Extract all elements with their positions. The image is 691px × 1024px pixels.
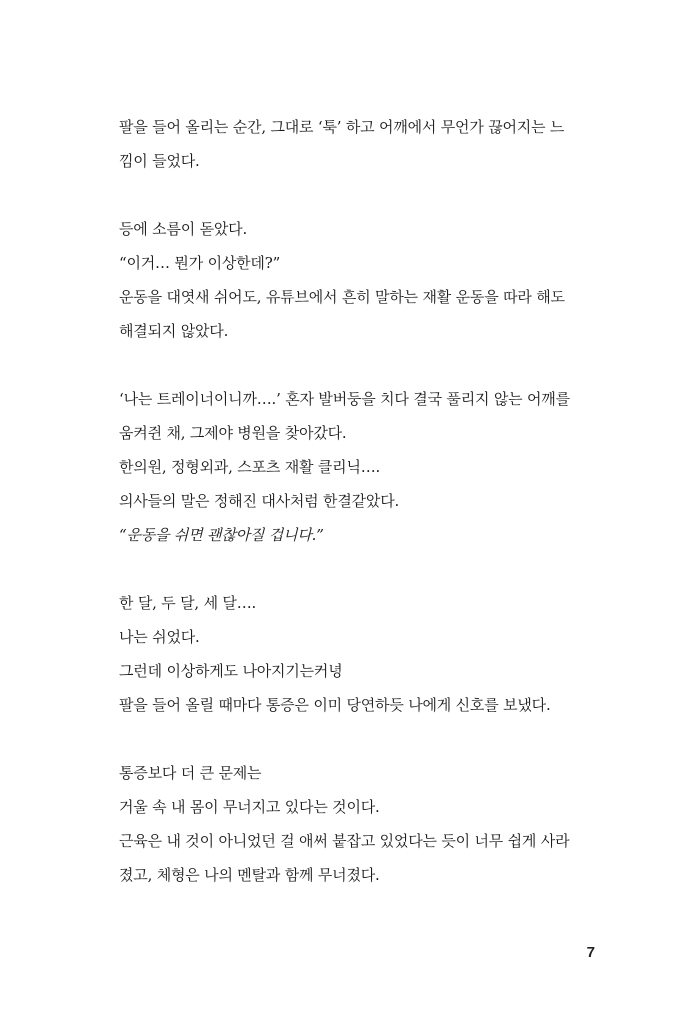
text-line: 한의원, 정형외과, 스포츠 재활 클리닉…. (119, 458, 381, 476)
text-line: 근육은 내 것이 아니었던 걸 애써 붙잡고 있었다는 듯이 너무 쉽게 사라 (119, 832, 570, 850)
paragraph-4 (119, 586, 599, 722)
text-line: 팔을 들어 올리는 순간, 그대로 ‘툭’ 하고 어깨에서 무언가 끊어지는 느 (119, 118, 565, 136)
text-line: 통증보다 더 큰 문제는 (119, 764, 262, 782)
text-line: ‘나는 트레이너이니까….’ 혼자 발버둥을 치다 결국 풀리지 않는 어깨를 (119, 390, 570, 408)
paragraph-1 (119, 110, 599, 178)
page-number: 7 (586, 944, 595, 961)
paragraph-3 (119, 382, 599, 552)
text-line: 등에 소름이 돋았다. (119, 220, 248, 238)
text-line: 운동을 대엿새 쉬어도, 유튜브에서 흔히 말하는 재활 운동을 따라 해도 (119, 288, 565, 306)
dialogue-line: “이거… 뭔가 이상한데?” (119, 254, 281, 272)
text-line: 낌이 들었다. (119, 152, 200, 170)
text-line: 거울 속 내 몸이 무너지고 있다는 것이다. (119, 798, 380, 816)
text-line: 의사들의 말은 정해진 대사처럼 한결같았다. (119, 492, 400, 510)
page-body (119, 110, 599, 926)
paragraph-2 (119, 212, 599, 348)
doctor-quote-line: “운동을 쉬면 괜찮아질 겁니다.” (119, 526, 324, 544)
text-line: 해결되지 않았다. (119, 322, 229, 340)
text-line: 한 달, 두 달, 세 달…. (119, 594, 257, 612)
text-line: 팔을 들어 올릴 때마다 통증은 이미 당연하듯 나에게 신호를 보냈다. (119, 696, 551, 714)
text-line: 졌고, 체형은 나의 멘탈과 함께 무너졌다. (119, 866, 380, 884)
paragraph-5 (119, 756, 599, 892)
text-line: 움켜쥔 채, 그제야 병원을 찾아갔다. (119, 424, 347, 442)
text-line: 그런데 이상하게도 나아지기는커녕 (119, 662, 343, 680)
text-line: 나는 쉬었다. (119, 628, 200, 646)
